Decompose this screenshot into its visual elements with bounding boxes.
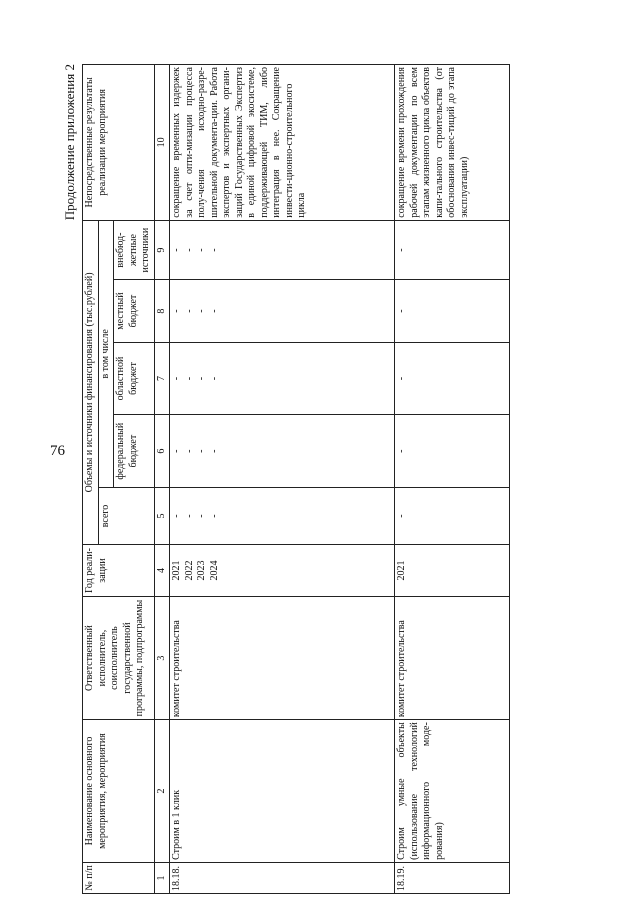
amount-value: - <box>396 248 407 252</box>
amount-value: - <box>208 309 220 313</box>
responsible-executor: комитет строительства <box>395 596 510 719</box>
year-value: 2023 <box>196 560 207 581</box>
amount-value: - <box>208 376 220 381</box>
header-name: Наименование основного мероприятия, мероприятия <box>83 720 155 863</box>
amount-value: - <box>171 248 182 252</box>
col-number-5: 5 <box>154 487 170 544</box>
regional-values <box>395 342 510 415</box>
amount-value: - <box>208 449 220 453</box>
year-value: 2024 <box>208 560 220 581</box>
row-number: 18.18. <box>170 862 395 893</box>
measure-result: сокращение временных издержек за счет опти-мизации процесса полу-чения исходно-разре-шительной документа-ции. Работа экспертов и экспертных органи-заций Государственных Экспертиз в единой цифровой экосистеме, поддерживающей ТИМ, либо интеграция в нее. Сокращение инвести-ционно-строительного цикла <box>170 65 395 221</box>
extrabudget-values <box>170 220 395 280</box>
amount-value: - <box>183 514 195 518</box>
amount-value: - <box>183 449 195 453</box>
amount-value: - <box>196 376 207 381</box>
col-number-4: 4 <box>154 545 170 597</box>
col-number-6: 6 <box>154 415 170 488</box>
header-local: местный бюджет <box>114 280 155 342</box>
local-values <box>395 280 510 342</box>
amount-value: - <box>196 514 207 518</box>
row-number: 18.19. <box>395 862 510 893</box>
rotated-page-content <box>62 64 622 894</box>
col-number-1: 1 <box>154 862 170 893</box>
measure-name: Строим умные объекты (использование технологий информационного моде-рования) <box>395 720 510 863</box>
year-list <box>395 545 510 597</box>
amount-value: - <box>196 248 207 252</box>
amount-value: - <box>183 376 195 381</box>
header-year: Год реали-зации <box>83 545 155 597</box>
amount-value: - <box>396 376 407 381</box>
amount-value: - <box>183 248 195 252</box>
amount-value: - <box>396 449 407 453</box>
header-results: Непосредственные результаты реализации мероприятия <box>83 65 155 221</box>
amount-value: - <box>171 449 182 453</box>
regional-values <box>170 342 395 415</box>
amount-value: - <box>171 376 182 381</box>
program-measures-table <box>82 64 510 894</box>
amount-value: - <box>171 309 182 313</box>
table-row <box>395 65 510 894</box>
header-federal: федеральный бюджет <box>114 415 155 488</box>
amount-value: - <box>171 514 182 518</box>
header-total: всего <box>98 487 154 544</box>
header-including: в том числе <box>98 220 114 487</box>
amount-value: - <box>196 449 207 453</box>
col-number-7: 7 <box>154 342 170 415</box>
amount-value: - <box>208 248 220 252</box>
header-extrabudget: внебюд-жетные источники <box>114 220 155 280</box>
amount-value: - <box>396 309 407 313</box>
total-values <box>395 487 510 544</box>
amount-value: - <box>183 309 195 313</box>
year-value: 2022 <box>183 560 195 581</box>
federal-values <box>395 415 510 488</box>
responsible-executor: комитет строительства <box>170 596 395 719</box>
amount-value: - <box>396 514 407 518</box>
local-values <box>170 280 395 342</box>
col-number-3: 3 <box>154 596 170 719</box>
header-regional: областной бюджет <box>114 342 155 415</box>
col-number-2: 2 <box>154 720 170 863</box>
col-number-10: 10 <box>154 65 170 221</box>
total-values <box>170 487 395 544</box>
measure-name: Строим в 1 клик <box>170 720 395 863</box>
header-responsible: Ответственный исполнитель, соисполнитель государственной программы, подпрограммы <box>83 596 155 719</box>
header-num: № п/п <box>83 862 155 893</box>
year-value: 2021 <box>171 560 182 581</box>
amount-value: - <box>208 514 220 518</box>
extrabudget-values <box>395 220 510 280</box>
col-number-9: 9 <box>154 220 170 280</box>
year-list <box>170 545 395 597</box>
amount-value: - <box>196 309 207 313</box>
year-value: 2021 <box>396 560 407 581</box>
header-financing: Объемы и источники финансирования (тыс.рублей) <box>83 220 99 544</box>
measure-result: сокращение времени прохождения рабочей документации по всем этапам жизненного цикла объектов капи-тального строительства (от обоснования инвес-тиций до этапа эксплуатации) <box>395 65 510 221</box>
col-number-8: 8 <box>154 280 170 342</box>
table-row <box>170 65 395 894</box>
page-number: 76 <box>50 443 65 459</box>
appendix-continuation-note: Продолжение приложения 2 <box>62 64 77 221</box>
federal-values <box>170 415 395 488</box>
